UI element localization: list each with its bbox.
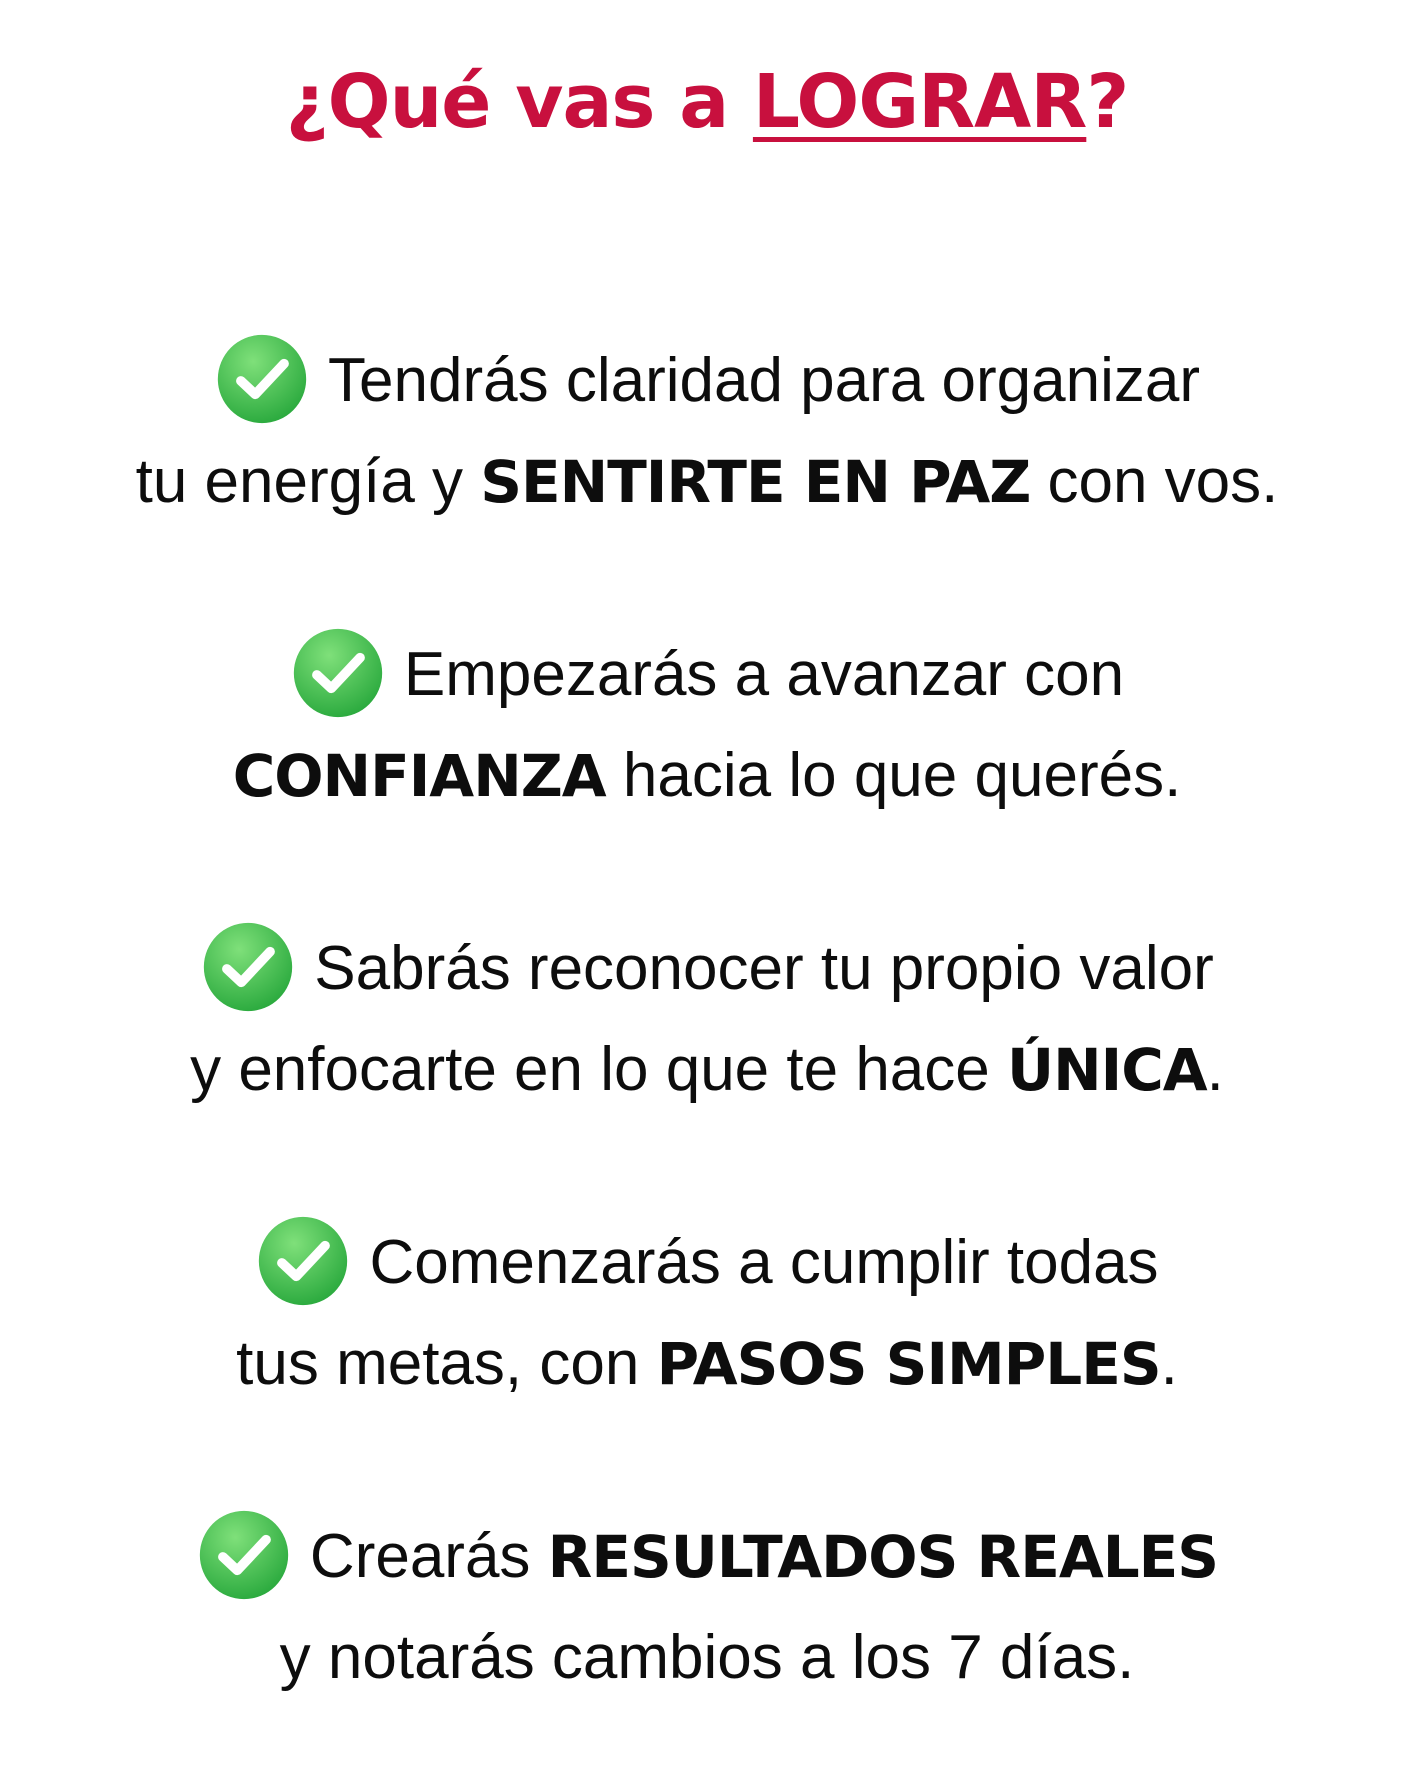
benefit-item-1 bbox=[0, 332, 1414, 531]
benefit-item-5 bbox=[0, 1508, 1414, 1707]
check-mark-button-icon bbox=[255, 1213, 351, 1309]
benefit-item-3 bbox=[0, 920, 1414, 1119]
title-suffix: ? bbox=[1086, 59, 1129, 145]
check-mark-button-icon bbox=[290, 625, 386, 721]
benefit-emphasis: PASOS SIMPLES bbox=[656, 1329, 1161, 1398]
benefit-item-2 bbox=[0, 626, 1414, 825]
title-prefix: ¿Qué vas a bbox=[285, 59, 753, 145]
benefit-emphasis: SENTIRTE EN PAZ bbox=[480, 447, 1031, 516]
page-title bbox=[0, 52, 1414, 152]
benefit-line-1: Sabrás reconocer tu propio valor bbox=[0, 920, 1414, 1021]
benefit-emphasis: CONFIANZA bbox=[232, 741, 606, 810]
check-mark-button-icon bbox=[214, 331, 310, 427]
benefit-line-1: Crearás RESULTADOS REALES bbox=[0, 1508, 1414, 1609]
benefit-item-4 bbox=[0, 1214, 1414, 1413]
benefit-line-1: Empezarás a avanzar con bbox=[0, 626, 1414, 727]
benefit-line-2: tu energía y SENTIRTE EN PAZ con vos. bbox=[135, 446, 1279, 516]
benefit-emphasis: RESULTADOS REALES bbox=[547, 1523, 1219, 1591]
benefit-line-2: CONFIANZA hacia lo que querés. bbox=[232, 740, 1182, 810]
benefit-line-1: Comenzarás a cumplir todas bbox=[0, 1214, 1414, 1315]
title-highlight: LOGRAR bbox=[752, 59, 1087, 145]
benefit-emphasis: ÚNICA bbox=[1007, 1035, 1207, 1104]
check-mark-button-icon bbox=[196, 1507, 292, 1603]
check-mark-button-icon bbox=[200, 919, 296, 1015]
benefit-line-2: y notarás cambios a los 7 días. bbox=[279, 1622, 1135, 1692]
benefit-line-2: tus metas, con PASOS SIMPLES. bbox=[236, 1328, 1178, 1398]
benefit-line-2: y enfocarte en lo que te hace ÚNICA. bbox=[190, 1034, 1224, 1104]
benefit-line-1: Tendrás claridad para organizar bbox=[0, 332, 1414, 433]
